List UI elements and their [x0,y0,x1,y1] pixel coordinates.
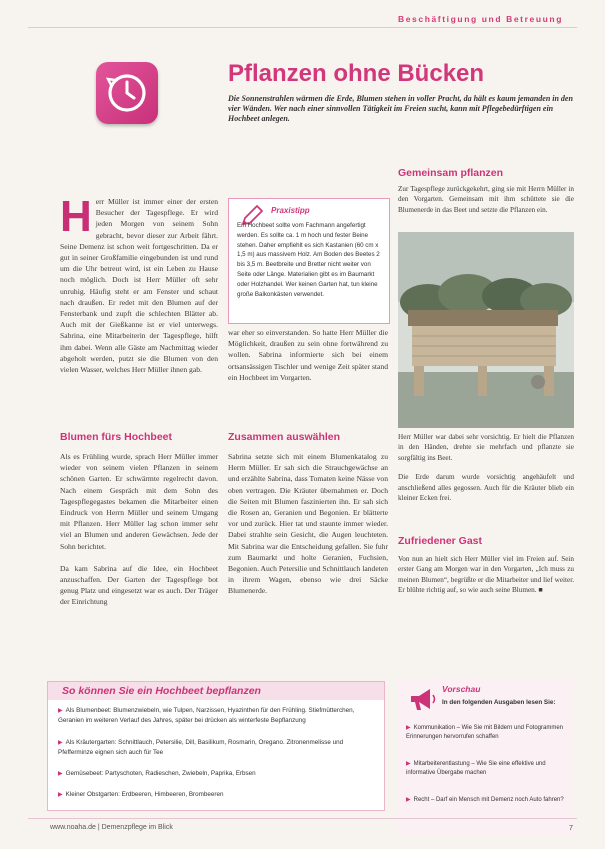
list-item: ▶ Gemüsebeet: Partyschoten, Radieschen, Zwiebeln, Paprika, Erbsen [58,770,256,777]
heading-zusammen: Zusammen auswählen [228,431,341,443]
tip-text: Ein Hochbeet sollte vom Fachmann angefertigt werden. Es sollte ca. 1 m hoch und fester Beine stehen. Daher empfiehlt es sich Kastanien (60 cm x 1,5 m) aus massivem Holz. Am Boden des Beetes 2 bis 3,5 m. Beetbreite und Bretter nicht weiter von Seite oder Länge. Materialien gibt es im Baumarkt oder Holzhandel. Wer keinen Garten hat, tun kleine große Balkonkästen verwendet. [237,222,380,298]
preview-intro: In den folgenden Ausgaben lesen Sie: [442,699,556,706]
paragraph: Von nun an hielt sich Herr Müller viel im Freien auf. Sein erster Gang am Morgen war in den Vorgarten, „Ich muss zu meinen Blumen“, begrüßte er die Mitarbeiter und lief weiter. Er blühte richtig auf, so wie auch seine Blumen. ■ [398,555,574,595]
heading-zufriedener: Zufriedener Gast [398,535,483,547]
arrow-icon: ▶ [58,771,63,777]
box-title: So können Sie ein Hochbeet bepflanzen [48,682,384,700]
list-item: ▶ Als Blumenbeet: Blumenzwiebeln, wie Tulpen, Narzissen, Hyazinthen für den Frühling. Stiefmütterchen, Geranien im weiteren Verlauf des Jahres, später bei drücken als winterfeste Bepflanzung [58,707,355,725]
arrow-icon: ▶ [58,740,63,746]
bottom-divider [28,818,577,819]
column-2b [228,451,388,597]
arrow-icon: ▶ [58,792,63,798]
preview-item: ▶ Mitarbeiterentlastung – Wie Sie eine effektive und informative Übergabe machen [406,761,546,776]
megaphone-icon [408,686,438,712]
arrow-icon: ▶ [406,761,411,767]
planting-info-box [47,681,385,811]
paragraph: Die Erde darum wurde vorsichtig angehäufelt und anschließend alles gegossen. Auch für die Kräuter blieb ein kleiner Ecken frei. [398,473,574,503]
paragraph: Da kam Sabrina auf die Idee, ein Hochbeet anzuschaffen. Der Garten der Tagespflege bot genug Platz und eingesetzt war es auch. Der Träger der Einrichtung [60,563,218,607]
paragraph: Sabrina setzte sich mit einem Blumenkatalog zu Herrn Müller. Er sah sich die Strauchgewächse an und erzählte Sabrina, dass Tomaten keine Nässe von oben vertragen. Die Kräuter übernahmen er. Doch die Seiten mit Blumen faszinierten ihn. Er sah sich die Rosen an, Geranien und Begonien. Er blätterte vor und zurück. Hier tat und staunte immer wieder. Dabei strahlte sein Gesicht, die Augen leuchteten. Mit Sabrina war die Entscheidung gefallen. Sie fuhr zum Baumarkt und holte Geranien, Fuchsien, Begonien. Auch Petersilie und Schnittlauch landeten in ihrem Wagen, ebenso wie drei Säcke Blumenerde. [228,452,388,596]
preview-box [398,678,574,836]
clock-icon [96,62,158,124]
tip-title: Praxistipp [271,206,310,215]
clock-icon-tile [96,62,158,124]
intro-paragraph: err Müller ist immer einer der ersten Besucher der Tagespflege. Er wird jeden Morgen von seinem Sohn gebracht, bevor dieser zur Arbeit fährt. Seine Demenz ist schon weit fortgeschritten. Da er gut in seiner Großfamilie eingebunden ist und rund um die Uhr betreut wird, ist ein Leben zu Hause noch möglich. Doch ist Herr Müller oft sehr unruhig. Häufig steht er am Fenster und schaut nach draußen. Er redet mit den Blumen auf der Fensterbank und zupft die schlechten Blätter ab. Auch mit der Gießkanne ist er viel unterwegs. Sabrina, eine Mitarbeiterin der Tagespflege, hilft ihm dabei. Wenn alle Gäste am Nachmittag wieder abgeholt werden, putzt sie die Blumen von den vielen Wasser, welches Herr Müller ihnen gab. [60,197,218,375]
arrow-icon: ▶ [406,725,411,731]
column-1b [60,451,218,608]
paragraph: Zur Tagespflege zurückgekehrt, ging sie mit Herrn Müller in den Vorgarten. Gemeinsam mit ihm schüttete sie die Blumenerde in das Beet und setzte die Pflanzen ein. [398,185,574,214]
arrow-icon: ▶ [58,708,63,714]
list-item: ▶ Als Kräutergarten: Schnittlauch, Petersilie, Dill, Basilikum, Rosmarin, Oregano. Zitronenmelisse und Pfefferminze eignen sich auch für Tee [58,739,344,757]
section-label: Beschäftigung und Betreuung [397,14,563,24]
column-3c [398,554,574,596]
column-3b [398,432,574,503]
preview-item: ▶ Kommunikation – Wie Sie mit Bildern und Fotogrammen Erinnerungen hervorrufen schaffen [406,725,564,740]
heading-gemeinsam: Gemeinsam pflanzen [398,167,504,179]
column-1 [60,192,218,375]
top-divider [28,27,577,28]
column-3a [398,184,574,215]
page-title: Pflanzen ohne Bücken [228,60,485,87]
page-number: 7 [568,823,573,832]
preview-item: ▶ Recht – Darf ein Mensch mit Demenz noch Auto fahren? [406,797,564,803]
paragraph: war eher so einverstanden. So hatte Herr Müller die Möglichkeit, draußen zu sein ohne fortwährend zu wollen. Sabrina informierte sich bei einem ortsansässigen Tischler und wenige Zeit später stand ein Hochbeet im Vorgarten. [228,328,388,382]
raised-bed-photo [398,232,574,428]
footer-source: www.noaha.de | Demenzpflege im Blick [50,824,173,831]
preview-title: Vorschau [442,684,481,694]
paragraph: Als es Frühling wurde, sprach Herr Müller immer wieder von seinem vielen Pflanzen in seinem schönen Garten. Er schwärmte regelrecht davon. Nach einem Gespräch mit dem Sohn des Tagespflegegastes bekamen die Mitarbeiter einen Eindruck von Herrn Müller und seinem Umgang mit Pflanzen. Herr Müller lag schon immer sehr viel an Blumen und anderen Gewächsen. Jede der Sohn berichtet. [60,452,218,551]
arrow-icon: ▶ [406,797,411,803]
column-2 [228,327,388,383]
drop-cap: H [60,192,92,241]
raised-bed-image [398,232,574,428]
list-item: ▶ Kleiner Obstgarten: Erdbeeren, Himbeeren, Brombeeren [58,791,224,798]
practice-tip-box [228,198,390,324]
paragraph: Herr Müller war dabei sehr vorsichtig. Er hielt die Pflanzen in den Händen, drehte sie mehrfach und pflanzte sie sorgfältig ins Beet. [398,433,574,462]
lead-text: Die Sonnenstrahlen wärmen die Erde, Blumen stehen in voller Pracht, da hält es kaum jemanden in den vier Wänden. Wer nach einer sinnvollen Tätigkeit im Freien sucht, kann mit Pflegebedürftigen ein Hochbeet anlegen. [228,94,573,124]
heading-blumen: Blumen fürs Hochbeet [60,431,173,443]
